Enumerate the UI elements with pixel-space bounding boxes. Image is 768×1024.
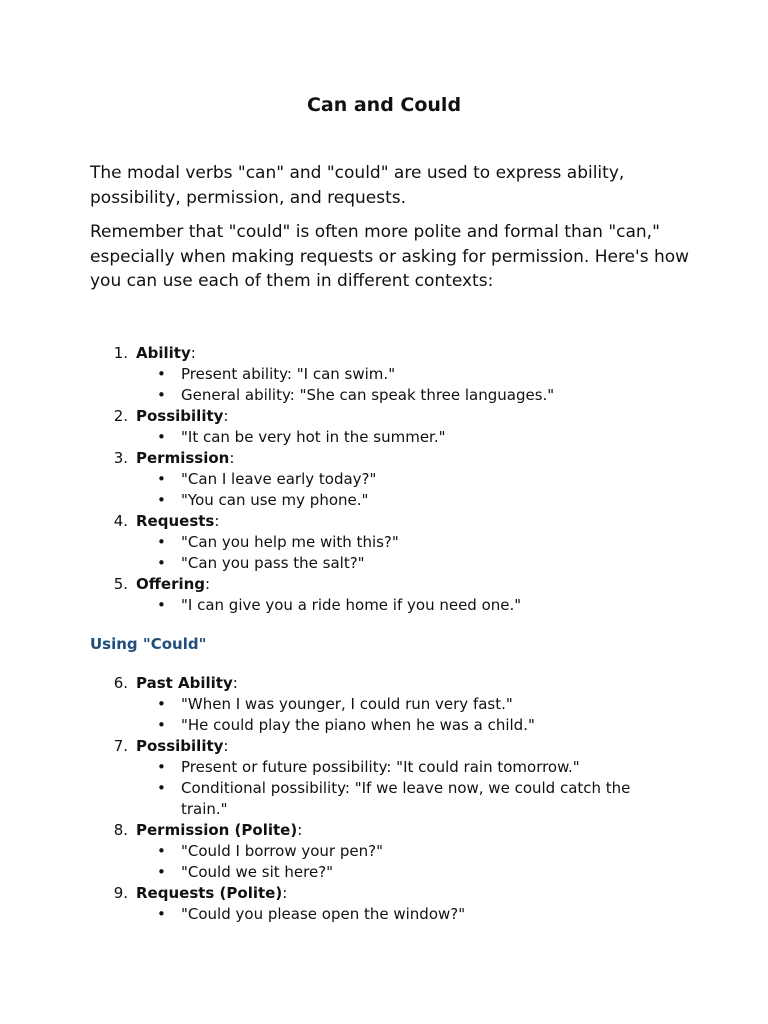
example-text: "I can give you a ride home if you need one." <box>181 596 522 614</box>
item-label: Permission <box>136 449 230 467</box>
item-label: Possibility <box>136 407 224 425</box>
example-item <box>90 841 646 862</box>
example-item <box>90 904 646 925</box>
item-suffix: : <box>282 884 288 902</box>
bullet-icon: • <box>157 695 166 713</box>
list-item <box>90 574 710 616</box>
example-text: "Can you pass the salt?" <box>181 554 365 572</box>
example-text: "Could we sit here?" <box>181 863 334 881</box>
list-item <box>90 343 710 406</box>
example-text: "Could I borrow your pen?" <box>181 842 383 860</box>
example-text: "Can you help me with this?" <box>181 533 399 551</box>
bullet-icon: • <box>157 386 166 404</box>
example-list <box>90 427 710 448</box>
item-suffix: : <box>229 449 235 467</box>
list-item <box>90 406 710 448</box>
item-label: Requests (Polite) <box>136 884 283 902</box>
bullet-icon: • <box>157 758 166 776</box>
example-list <box>90 532 710 574</box>
item-number: 9. <box>113 884 128 902</box>
example-item <box>90 757 646 778</box>
item-number: 5. <box>113 575 128 593</box>
item-suffix: : <box>214 512 220 530</box>
list-item <box>90 673 710 736</box>
example-text: "Can I leave early today?" <box>181 470 377 488</box>
example-text: General ability: "She can speak three languages." <box>181 386 555 404</box>
bullet-icon: • <box>157 842 166 860</box>
item-number: 7. <box>113 737 128 755</box>
bullet-icon: • <box>157 470 166 488</box>
bullet-icon: • <box>157 554 166 572</box>
item-label: Permission (Polite) <box>136 821 298 839</box>
item-suffix: : <box>205 575 211 593</box>
list-item <box>90 736 710 820</box>
example-item <box>90 469 646 490</box>
example-list <box>90 694 710 736</box>
item-suffix: : <box>190 344 196 362</box>
item-number: 6. <box>113 674 128 692</box>
example-item <box>90 778 646 820</box>
intro-paragraph-1: The modal verbs "can" and "could" are used to express ability, possibility, permission, and requests. <box>90 163 625 208</box>
example-list <box>90 595 710 616</box>
item-label: Ability <box>136 344 191 362</box>
section-heading-could: Using "Could" <box>90 635 207 653</box>
list-item <box>90 883 710 925</box>
example-text: "He could play the piano when he was a child." <box>181 716 535 734</box>
bullet-icon: • <box>157 863 166 881</box>
item-suffix: : <box>297 821 303 839</box>
bullet-icon: • <box>157 716 166 734</box>
example-text: Present or future possibility: "It could rain tomorrow." <box>181 758 580 776</box>
example-text: Conditional possibility: "If we leave now, we could catch the train." <box>181 779 631 818</box>
item-number: 3. <box>113 449 128 467</box>
item-number: 1. <box>113 344 128 362</box>
example-text: "When I was younger, I could run very fast." <box>181 695 513 713</box>
list-item <box>90 820 710 883</box>
could-usage-list <box>90 673 710 925</box>
example-item <box>90 862 646 883</box>
list-item <box>90 448 710 511</box>
item-suffix: : <box>223 407 229 425</box>
item-suffix: : <box>232 674 238 692</box>
example-item <box>90 694 646 715</box>
bullet-icon: • <box>157 596 166 614</box>
intro-paragraph-2: Remember that "could" is often more polite and formal than "can," especially when making requests or asking for permission. Here's how you can use each of them in different contexts: <box>90 222 690 291</box>
example-item <box>90 553 646 574</box>
bullet-icon: • <box>157 428 166 446</box>
example-item <box>90 490 646 511</box>
item-label: Offering <box>136 575 206 593</box>
example-item <box>90 385 646 406</box>
example-item <box>90 532 646 553</box>
example-item <box>90 427 646 448</box>
bullet-icon: • <box>157 533 166 551</box>
item-label: Possibility <box>136 737 224 755</box>
example-list <box>90 469 710 511</box>
example-list <box>90 841 710 883</box>
item-suffix: : <box>223 737 229 755</box>
example-list <box>90 904 710 925</box>
example-list <box>90 364 710 406</box>
item-label: Past Ability <box>136 674 233 692</box>
list-item <box>90 511 710 574</box>
bullet-icon: • <box>157 491 166 509</box>
bullet-icon: • <box>157 905 166 923</box>
example-list <box>90 757 710 820</box>
can-usage-list <box>90 343 710 616</box>
item-label: Requests <box>136 512 215 530</box>
example-item <box>90 364 646 385</box>
example-item <box>90 595 646 616</box>
example-text: "It can be very hot in the summer." <box>181 428 446 446</box>
example-text: "You can use my phone." <box>181 491 369 509</box>
page-title: Can and Could <box>306 94 462 116</box>
bullet-icon: • <box>157 365 166 383</box>
item-number: 2. <box>113 407 128 425</box>
example-item <box>90 715 646 736</box>
bullet-icon: • <box>157 779 166 797</box>
item-number: 4. <box>113 512 128 530</box>
example-text: "Could you please open the window?" <box>181 905 466 923</box>
item-number: 8. <box>113 821 128 839</box>
example-text: Present ability: "I can swim." <box>181 365 396 383</box>
